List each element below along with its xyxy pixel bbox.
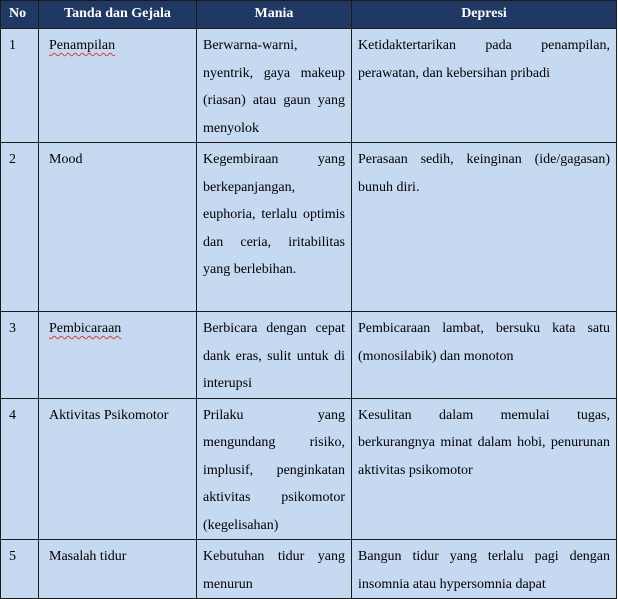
table-row bbox=[1, 143, 617, 312]
row-sign: Mood bbox=[39, 143, 197, 312]
header-depresi: Depresi bbox=[352, 1, 617, 29]
row-number: 1 bbox=[1, 29, 39, 143]
header-sign: Tanda dan Gejala bbox=[39, 1, 197, 29]
header-no: No bbox=[1, 1, 39, 29]
row-sign: Pembicaraan bbox=[49, 321, 122, 336]
row-depresi: Pembicaraan lambat, bersuku kata satu (monosilabik) dan monoton bbox=[352, 312, 617, 399]
table-header-row bbox=[1, 1, 617, 29]
table-row bbox=[1, 398, 617, 540]
row-number: 5 bbox=[1, 540, 39, 599]
row-mania: Berwarna-warni, nyentrik, gaya makeup (riasan) atau gaun yang menyolok bbox=[197, 29, 352, 143]
row-number: 4 bbox=[1, 398, 39, 540]
table-row bbox=[1, 540, 617, 599]
header-mania: Mania bbox=[197, 1, 352, 29]
row-number: 3 bbox=[1, 312, 39, 399]
row-mania: Kebutuhan tidur yang menurun bbox=[197, 540, 352, 599]
row-depresi: Kesulitan dalam memulai tugas, berkurangnya minat dalam hobi, penurunan aktivitas psikomotor bbox=[352, 398, 617, 540]
row-number: 2 bbox=[1, 143, 39, 312]
table-row bbox=[1, 29, 617, 143]
row-mania: Kegembiraan yang berkepanjangan, euphoria, terlalu optimis dan ceria, iritabilitas yang berlebihan. bbox=[197, 143, 352, 312]
table-row bbox=[1, 312, 617, 399]
row-sign: Masalah tidur bbox=[39, 540, 197, 599]
row-mania: Prilaku yang mengundang risiko, implusif, penginkatan aktivitas psikomotor (kegelisahan) bbox=[197, 398, 352, 540]
row-depresi: Perasaan sedih, keinginan (ide/gagasan) bunuh diri. bbox=[352, 143, 617, 312]
row-depresi: Bangun tidur yang terlalu pagi dengan insomnia atau hypersomnia dapat bbox=[352, 540, 617, 599]
row-mania: Berbicara dengan cepat dank eras, sulit untuk di interupsi bbox=[197, 312, 352, 399]
row-depresi: Ketidaktertarikan pada penampilan, perawatan, dan kebersihan pribadi bbox=[352, 29, 617, 143]
row-sign: Aktivitas Psikomotor bbox=[39, 398, 197, 540]
row-sign: Penampilan bbox=[49, 38, 116, 53]
